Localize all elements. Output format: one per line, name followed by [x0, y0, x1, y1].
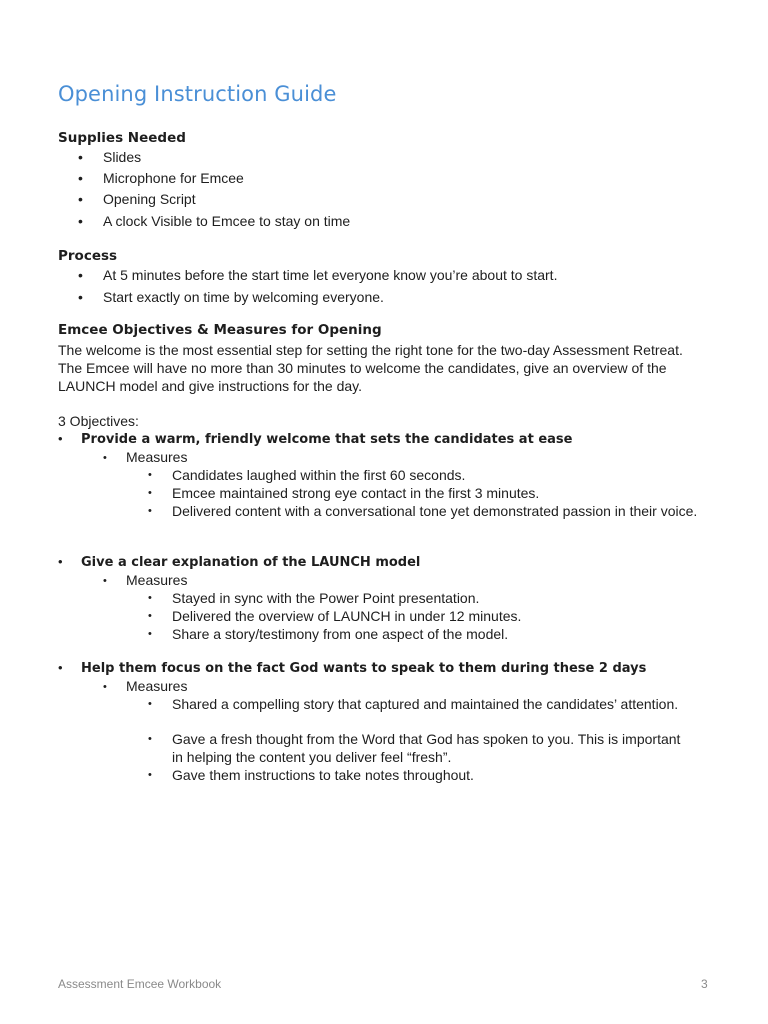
bullet-marker: • — [148, 698, 152, 710]
measure-item — [148, 695, 688, 713]
bullet-marker: • — [148, 628, 152, 640]
objective-title: Give a clear explanation of the LAUNCH model — [81, 555, 421, 570]
measure-text: Stayed in sync with the Power Point presentation. — [172, 590, 480, 606]
bullet-marker: • — [103, 452, 107, 464]
objective-title: Provide a warm, friendly welcome that sets the candidates at ease — [81, 432, 573, 447]
measure-item — [148, 607, 708, 625]
bullet-marker: • — [148, 487, 152, 499]
measures-label: Measures — [126, 572, 188, 588]
objectives-intro: The welcome is the most essential step for setting the right tone for the two-day Assessment Retreat. The Emcee will have no more than 30 minutes to welcome the candidates, give an overview of the LAUNCH model and give instructions for the day. — [58, 342, 683, 394]
measure-item — [148, 766, 708, 784]
measures-item — [103, 448, 187, 467]
measure-item — [148, 466, 708, 484]
process-item: • Start exactly on time by welcoming everyone. — [82, 288, 384, 306]
supplies-item: • Slides — [82, 148, 141, 166]
measures-label: Measures — [126, 678, 188, 694]
measure-item — [148, 625, 708, 643]
measure-text: Delivered the overview of LAUNCH in under 12 minutes. — [172, 608, 522, 624]
measure-item — [148, 589, 708, 607]
process-item: • At 5 minutes before the start time let everyone know you’re about to start. — [82, 266, 557, 284]
supplies-item: • Opening Script — [82, 190, 196, 208]
supplies-item: • A clock Visible to Emcee to stay on time — [82, 212, 350, 230]
bullet-marker: • — [103, 575, 107, 587]
objective-title: Help them focus on the fact God wants to speak to them during these 2 days — [81, 661, 647, 676]
objective-item — [58, 553, 420, 572]
bullet-marker: • — [58, 660, 63, 675]
measure-text: Shared a compelling story that captured and maintained the candidates’ attention. — [172, 696, 679, 712]
bullet-marker: • — [148, 769, 152, 781]
measure-text: Delivered content with a conversational tone yet demonstrated passion in their voice. — [172, 503, 698, 519]
measure-item — [148, 484, 708, 502]
measure-item — [148, 502, 708, 520]
bullet-marker: • — [148, 733, 152, 745]
measure-text: Candidates laughed within the first 60 seconds. — [172, 467, 466, 483]
supplies-item: • Microphone for Emcee — [82, 169, 244, 187]
footer-title: Assessment Emcee Workbook — [58, 977, 222, 991]
measures-label: Measures — [126, 449, 188, 465]
measures-item — [103, 677, 187, 696]
objectives-count-label: 3 Objectives: — [58, 413, 139, 429]
measure-text: Gave a fresh thought from the Word that God has spoken to you. This is important in helping the content you deliver feel “fresh”. — [172, 731, 681, 765]
bullet-marker: • — [148, 505, 152, 517]
objective-item — [58, 430, 572, 449]
measure-text: Gave them instructions to take notes throughout. — [172, 767, 474, 783]
objective-item — [58, 659, 646, 678]
bullet-marker: • — [103, 681, 107, 693]
bullet-marker: • — [148, 610, 152, 622]
measure-text: Emcee maintained strong eye contact in the first 3 minutes. — [172, 485, 540, 501]
measure-item — [148, 730, 688, 766]
page-number: 3 — [701, 977, 708, 991]
bullet-marker: • — [148, 592, 152, 604]
bullet-marker: • — [58, 431, 63, 446]
objectives-heading: Emcee Objectives & Measures for Opening — [58, 322, 382, 338]
page-title: Opening Instruction Guide — [58, 82, 337, 106]
supplies-heading: Supplies Needed — [58, 130, 186, 146]
measure-text: Share a story/testimony from one aspect of the model. — [172, 626, 509, 642]
bullet-marker: • — [58, 554, 63, 569]
measures-item — [103, 571, 187, 590]
process-heading: Process — [58, 248, 118, 264]
bullet-marker: • — [148, 469, 152, 481]
